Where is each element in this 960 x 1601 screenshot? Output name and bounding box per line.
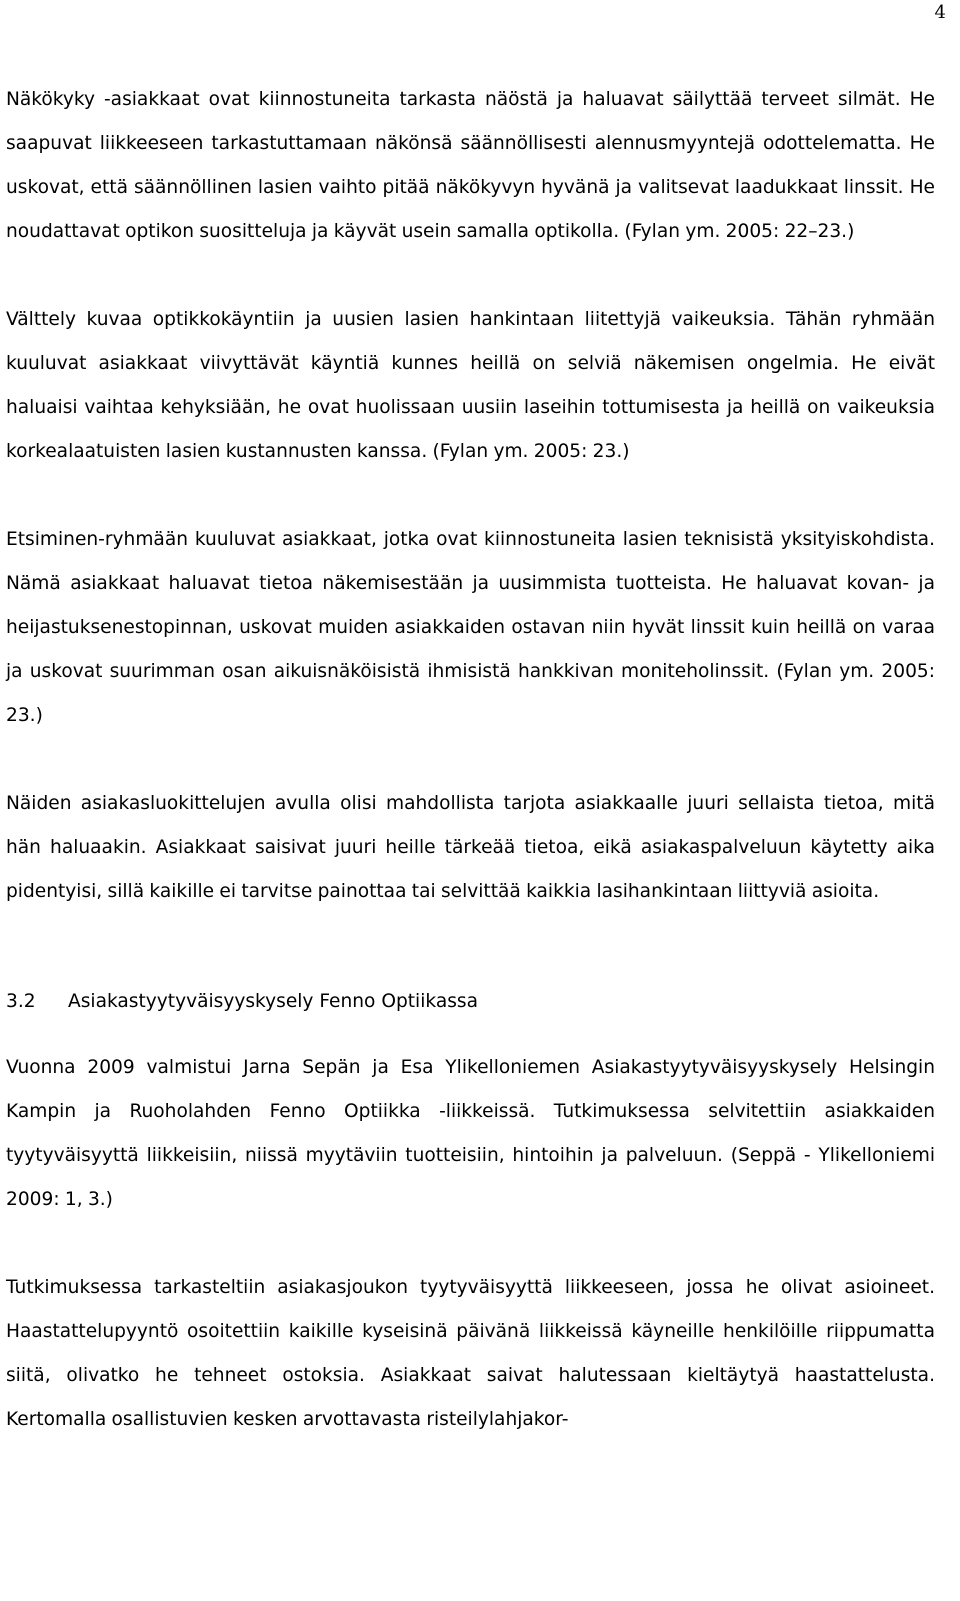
paragraph-kysely-intro: Vuonna 2009 valmistui Jarna Sepän ja Esa Ylikelloniemen Asiakastyytyväisyyskysely Helsingin Kampin ja Ruoholahden Fenno Optiikka -liikkeissä. Tutkimuksessa selvitettiin asiakkaiden tyytyväisyyttä liikkeisiin, niissä myytäviin tuotteisiin, hintoihin ja palveluun. (Seppä - Ylikelloniemi 2009: 1, 3.) [6,1057,935,1210]
document-body [6,78,935,1442]
section-number: 3.2 [6,991,36,1012]
paragraph-nakokyky: Näkökyky -asiakkaat ovat kiinnostuneita tarkasta näöstä ja haluavat säilyttää terveet silmät. He saapuvat liikkeeseen tarkastuttamaan näkönsä säännöllisesti alennusmyyntejä odottelematta. He uskovat, että säännöllinen lasien vaihto pitää näkökyvyn hyvänä ja valitsevat laadukkaat linssit. He noudattavat optikon suositteluja ja käyvät usein samalla optikolla. (Fylan ym. 2005: 22–23.) [6,89,935,242]
paragraph-asiakasluokittelu: Näiden asiakasluokittelujen avulla olisi mahdollista tarjota asiakkaalle juuri sellaista tietoa, mitä hän haluaakin. Asiakkaat saisivat juuri heille tärkeää tietoa, eikä asiakaspalveluun käytetty aika pidentyisi, sillä kaikille ei tarvitse painottaa tai selvittää kaikkia lasihankintaan liittyviä asioita. [6,793,935,902]
section-heading [6,980,935,1024]
section-title: Asiakastyytyväisyyskysely Fenno Optiikassa [68,991,478,1012]
paragraph-etsiminen: Etsiminen-ryhmään kuuluvat asiakkaat, jotka ovat kiinnostuneita lasien teknisistä yksityiskohdista. Nämä asiakkaat haluavat tietoa näkemisestään ja uusimmista tuotteista. He haluavat kovan- ja heijastuksenestopinnan, uskovat muiden asiakkaiden ostavan niin hyvät linssit kuin heillä on varaa ja uskovat suurimman osan aikuisnäköisistä ihmisistä hankkivan moniteholinssit. (Fylan ym. 2005: 23.) [6,529,935,726]
page-number: 4 [934,2,946,23]
paragraph-valttely: Välttely kuvaa optikkokäyntiin ja uusien lasien hankintaan liitettyjä vaikeuksia. Tähän ryhmään kuuluvat asiakkaat viivyttävät käyntiä kunnes heillä on selviä näkemisen ongelmia. He eivät haluaisi vaihtaa kehyksiään, he ovat huolissaan uusiin laseihin tottumisesta ja heillä on vaikeuksia korkealaatuisten lasien kustannusten kanssa. (Fylan ym. 2005: 23.) [6,309,935,462]
paragraph-tutkimus: Tutkimuksessa tarkasteltiin asiakasjoukon tyytyväisyyttä liikkeeseen, jossa he olivat asioineet. Haastattelupyyntö osoitettiin kaikille kyseisinä päivänä liikkeissä käyneille henkilöille riippumatta siitä, olivatko he tehneet ostoksia. Asiakkaat saivat halutessaan kieltäytyä haastattelusta. Kertomalla osallistuvien kesken arvottavasta risteilylahjakor- [6,1277,935,1430]
